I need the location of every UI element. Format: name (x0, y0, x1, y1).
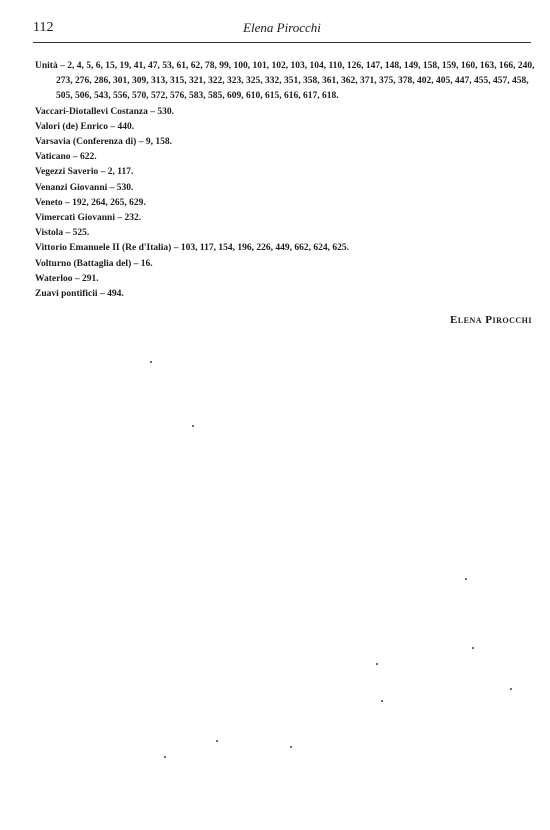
index-term: Vaticano (35, 152, 71, 163)
scan-speck (216, 740, 218, 742)
index-term: Vistola (35, 228, 64, 239)
index-term: Veneto (35, 197, 63, 208)
index-refs: – 291. (74, 273, 99, 284)
index-list (35, 59, 535, 302)
index-refs: – 2, 4, 5, 6, 15, 19, 41, 47, 53, 61, 62, 78, 99, 100, 101, 102, 103, 104, 110, 126, 147, 148, 149, 158, 159, 160, 163, 166, 240, 273, 276, 286, 301, 309, 313, 315, 321, 322, 323, 325, 332, 351, 358, 361, 362, 371, 375, 378, 402, 405, 447, 455, 457, 458, 505, 506, 543, 556, 570, 572, 576, 583, 585, 609, 610, 615, 616, 617, 618. (56, 61, 535, 102)
index-refs: – 16. (133, 258, 153, 269)
index-term: Zuavi pontificii (35, 289, 98, 300)
page-header (33, 20, 531, 43)
index-term: Waterloo (35, 273, 73, 284)
index-term: Vittorio Emanuele II (Re d'Italia) (35, 243, 172, 254)
index-term: Vimercati Giovanni (35, 213, 115, 224)
index-entry (35, 135, 535, 150)
index-refs: – 192, 264, 265, 629. (65, 197, 146, 208)
index-entry (35, 226, 535, 241)
scan-speck (465, 578, 467, 580)
index-entry (35, 150, 535, 165)
index-term: Varsavia (Conferenza di) (35, 137, 137, 148)
running-head: Elena Pirocchi (243, 20, 321, 35)
index-entry (35, 120, 535, 135)
index-refs: – 232. (117, 213, 142, 224)
index-refs: – 9, 158. (138, 137, 172, 148)
index-entry (35, 181, 535, 196)
index-entry (35, 241, 535, 256)
index-entry (35, 105, 535, 120)
index-refs: – 530. (150, 106, 174, 117)
index-term: Vegezzi Saverio (35, 167, 99, 178)
index-refs: – 525. (65, 228, 90, 239)
scan-speck (376, 663, 378, 665)
scan-speck (290, 746, 292, 748)
index-entry (35, 165, 535, 180)
index-entry (35, 257, 535, 272)
scan-speck (150, 361, 152, 363)
index-refs: – 530. (109, 182, 134, 193)
index-refs: – 494. (99, 289, 124, 300)
index-entry (35, 211, 535, 226)
index-refs: – 2, 117. (100, 167, 134, 178)
author-signature: Elena Pirocchi (449, 314, 532, 326)
scan-speck (381, 700, 383, 702)
index-refs: – 103, 117, 154, 196, 226, 449, 662, 624, 625. (173, 243, 349, 254)
index-entry (35, 287, 535, 302)
index-entry (35, 59, 535, 105)
page-number: 112 (33, 20, 54, 35)
scan-speck (192, 425, 194, 427)
scan-speck (472, 647, 474, 649)
index-term: Valori (de) Enrico (35, 121, 109, 132)
scan-speck (510, 688, 512, 690)
index-term: Venanzi Giovanni (35, 182, 108, 193)
index-refs: – 440. (110, 121, 135, 132)
index-term: Unità (35, 61, 58, 71)
index-term: Vaccari-Diotallevi Costanza (35, 106, 148, 117)
index-entry (35, 272, 535, 287)
index-term: Volturno (Battaglia del) (35, 258, 132, 269)
index-refs: – 622. (72, 152, 97, 163)
index-entry (35, 196, 535, 211)
scan-speck (164, 756, 166, 758)
